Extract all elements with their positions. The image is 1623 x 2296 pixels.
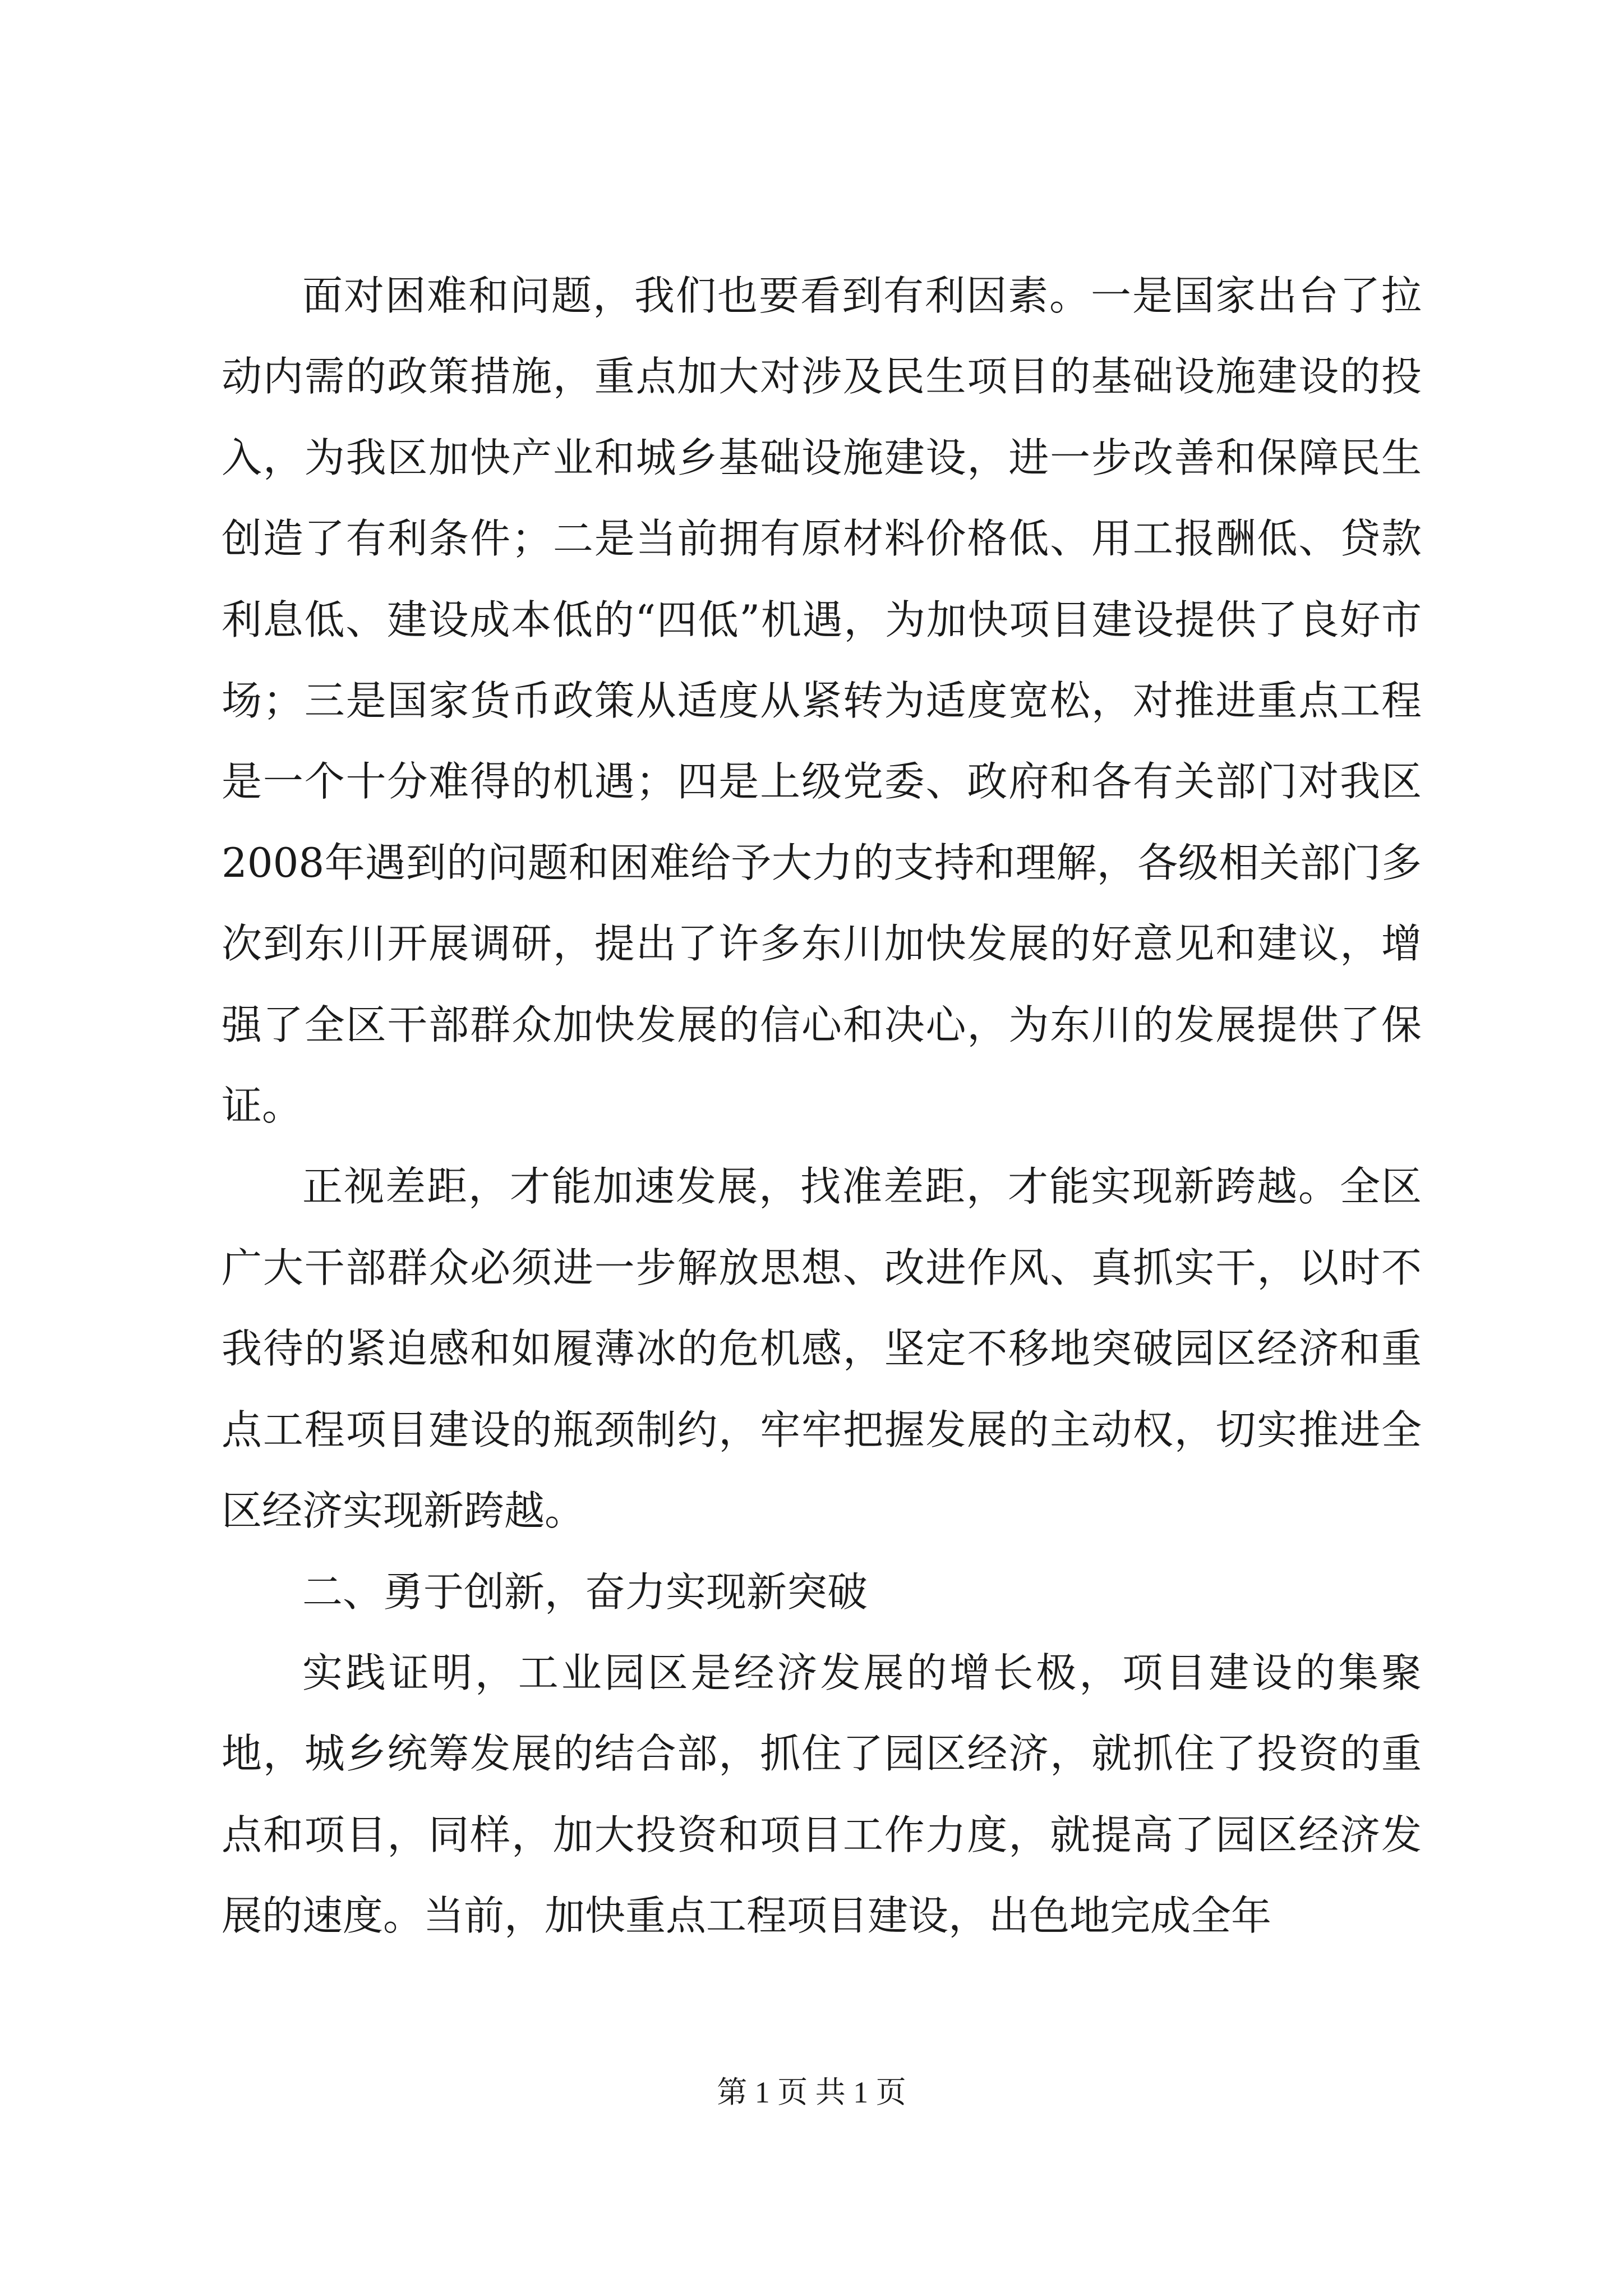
paragraph-favorable-factors: 面对困难和问题，我们也要看到有利因素。一是国家出台了拉动内需的政策措施，重点加大对涉及民生项目的基础设施建设的投入，为我区加快产业和城乡基础设施建设，进一步改善和保障民生创造了有利条件；二是当前拥有原材料价格低、用工报酬低、贷款利息低、建设成本低的“四低”机遇，为加快项目建设提供了良好市场；三是国家货币政策从适度从紧转为适度宽松，对推进重点工程是一个十分难得的机遇；四是上级党委、政府和各有关部门对我区2008年遇到的问题和困难给予大力的支持和理解，各级相关部门多次到东川开展调研，提出了许多东川加快发展的好意见和建议，增强了全区干部群众加快发展的信心和决心，为东川的发展提供了保证。 (222, 272, 1422, 1130)
section-heading-innovation: 二、勇于创新，奋力实现新突破 (302, 1568, 868, 1616)
paragraph-face-gaps: 正视差距，才能加速发展，找准差距，才能实现新跨越。全区广大干部群众必须进一步解放思想、改进作风、真抓实干，以时不我待的紧迫感和如履薄冰的危机感，坚定不移地突破园区经济和重点工程项目建设的瓶颈制约，牢牢把握发展的主动权，切实推进全区经济实现新跨越。 (222, 1163, 1422, 1535)
paragraph-industrial-park: 实践证明，工业园区是经济发展的增长极，项目建设的集聚地，城乡统筹发展的结合部，抓住了园区经济，就抓住了投资的重点和项目，同样，加大投资和项目工作力度，就提高了园区经济发展的速度。当前，加快重点工程项目建设，出色地完成全年 (222, 1649, 1422, 1940)
document-body (222, 255, 1422, 1957)
page-footer: 第 1 页 共 1 页 (717, 2076, 906, 2109)
